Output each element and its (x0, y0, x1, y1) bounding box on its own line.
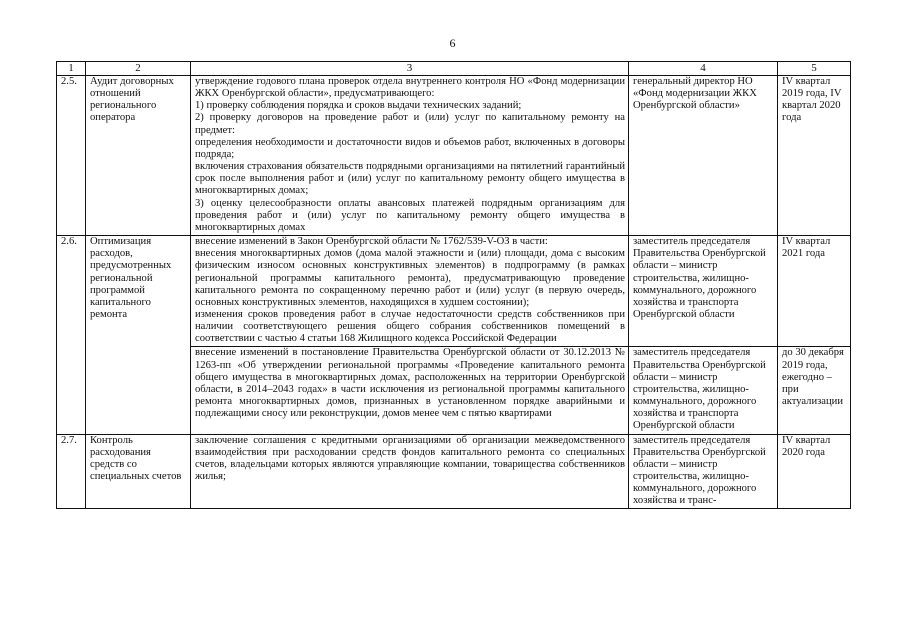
row-title: Контроль расходования средств со специальных счетов (86, 434, 191, 509)
action-line: внесения многоквартирных домов (дома малой этажности и (или) площади, дома с высоким физическим износом основных конструктивных элементов) в подпрограмму (в рамках региональной программы капитального ремонта), предусматривающую проведение капитального ремонта по сокращенному перечню работ и (или) услуг (в первую очередь, основных конструктивных элементов, находящихся в худшем состоянии); (195, 248, 625, 308)
table-row (57, 236, 851, 347)
action-line: определения необходимости и достаточности видов и объемов работ, включенных в договоры подряда; (195, 136, 625, 160)
header-col-5: 5 (778, 62, 851, 76)
row-deadline: IV квартал 2019 года, IV квартал 2020 года (778, 76, 851, 236)
measures-table (56, 61, 851, 509)
row-deadline: IV квартал 2020 года (778, 434, 851, 509)
action-line: включения страхования обязательств подрядными организациями на пятилетний гарантийный срок после выполнения работ и (или) услуг по капитальному ремонту общего имущества в многоквартирных домах; (195, 161, 625, 197)
row-responsible: заместитель председателя Правительства Оренбургской области – министр строительства, жилищно-коммунального, дорожного хозяйства и транспорта Оренбургской области (629, 347, 778, 434)
row-action (191, 347, 629, 434)
action-line: заключение соглашения с кредитными организациями об организации межведомственного взаимодействия при расходовании средств фондов капитального ремонта со специальных счетов, владельцами которых являются управляющие компании, товарищества собственников жилья; (195, 434, 625, 482)
row-responsible: генеральный директор НО «Фонд модернизации ЖКХ Оренбургской области» (629, 76, 778, 236)
row-title: Оптимизация расходов, предусмотренных региональной программой капитального ремонта (86, 236, 191, 435)
action-line: утверждение годового плана проверок отдела внутреннего контроля НО «Фонд модернизации ЖКХ Оренбургской области», предусматривающего: (195, 76, 625, 100)
row-deadline: IV квартал 2021 года (778, 236, 851, 347)
row-number: 2.5. (57, 76, 86, 236)
row-action (191, 434, 629, 509)
row-action (191, 76, 629, 236)
row-deadline: до 30 декабря 2019 года, ежегодно – при актуализации (778, 347, 851, 434)
row-number: 2.7. (57, 434, 86, 509)
row-title: Аудит договорных отношений регионального оператора (86, 76, 191, 236)
row-number: 2.6. (57, 236, 86, 435)
header-col-4: 4 (629, 62, 778, 76)
header-col-1: 1 (57, 62, 86, 76)
page-number: 6 (449, 36, 456, 50)
table-row (57, 76, 851, 236)
row-action (191, 236, 629, 347)
header-col-3: 3 (191, 62, 629, 76)
action-line: 2) проверку договоров на проведение работ и (или) услуг по капитальному ремонту на предмет: (195, 112, 625, 136)
action-line: 3) оценку целесообразности оплаты авансовых платежей подрядным организациям для проведения работ и (или) услуг по капитальному ремонту общего имущества в многоквартирных домах (195, 197, 625, 233)
action-line: внесение изменений в постановление Правительства Оренбургской области от 30.12.2013 № 1263-пп «Об утверждении региональной программы «Проведение капитального ремонта общего имущества в многоквартирных домах, расположенных на территории Оренбургской области, в 2014–2043 годах» в части исключения из региональной программы капитального ремонта многоквартирных домов, признанных в установленном порядке аварийными и подлежащими сносу или реконструкции, домов менее чем с пятью квартирами (195, 347, 625, 420)
action-line: изменения сроков проведения работ в случае недостаточности средств собственников при наличии соответствующего решения общего собрания собственников помещений в соответствии с частью 4 статьи 168 Жилищного кодекса Российской Федерации (195, 308, 625, 345)
row-responsible: заместитель председателя Правительства Оренбургской области – министр строительства, жилищно-коммунального, дорожного хозяйства и транс- (629, 434, 778, 509)
header-row (57, 62, 851, 76)
header-col-2: 2 (86, 62, 191, 76)
table-row (57, 434, 851, 509)
action-line: 1) проверку соблюдения порядка и сроков выдачи технических заданий; (195, 100, 522, 112)
action-line: внесение изменений в Закон Оренбургской области № 1762/539-V-ОЗ в части: (195, 236, 548, 248)
row-responsible: заместитель председателя Правительства Оренбургской области – министр строительства, жилищно-коммунального, дорожного хозяйства и транспорта Оренбургской области (629, 236, 778, 347)
